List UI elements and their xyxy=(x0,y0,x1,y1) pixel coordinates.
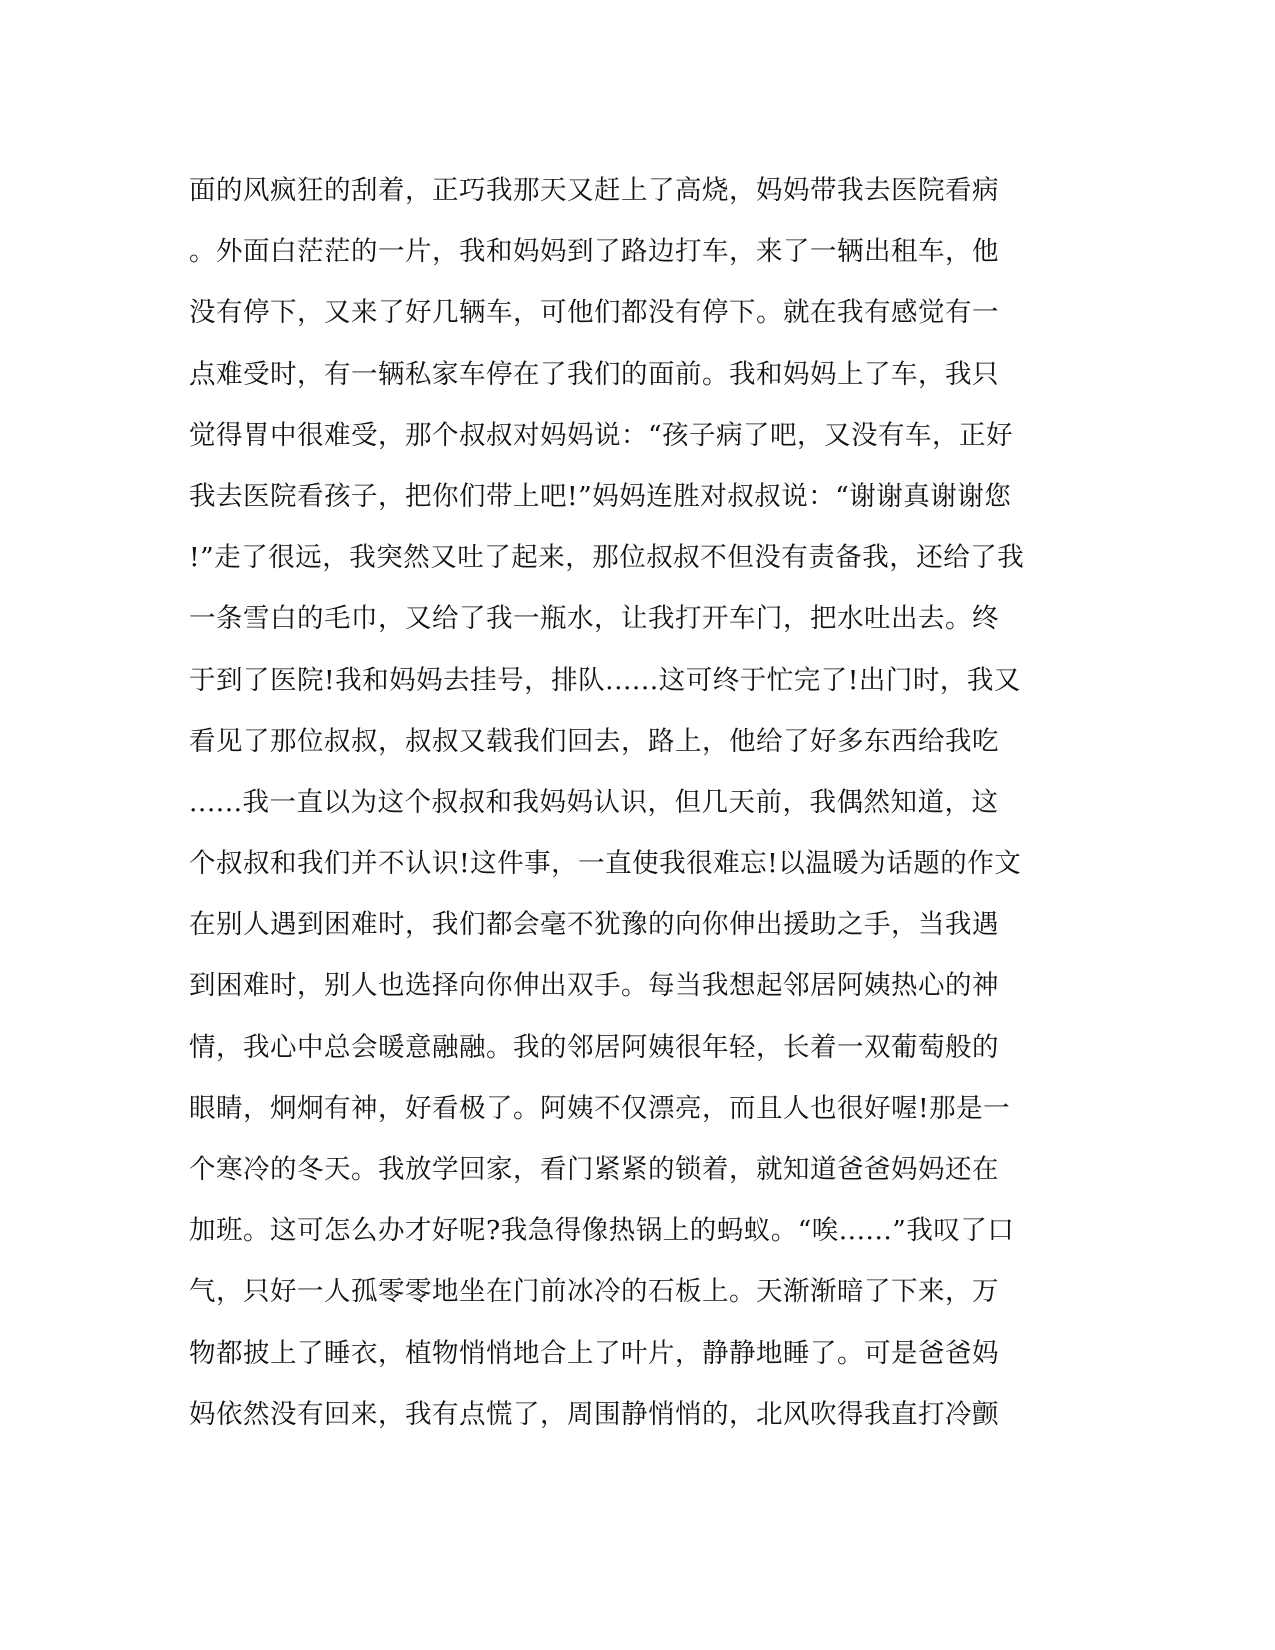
text-line: 加班。这可怎么办才好呢?我急得像热锅上的蚂蚁。“唉......”我叹了口 xyxy=(189,1215,1015,1247)
text-line: 妈依然没有回来，我有点慌了，周围静悄悄的，北风吹得我直打冷颤 xyxy=(189,1398,999,1430)
text-line: ......我一直以为这个叔叔和我妈妈认识，但几天前，我偶然知道，这 xyxy=(189,786,999,818)
text-line: 。外面白茫茫的一片，我和妈妈到了路边打车，来了一辆出租车，他 xyxy=(189,236,999,268)
text-line: 情，我心中总会暖意融融。我的邻居阿姨很年轻，长着一双葡萄般的 xyxy=(189,1031,999,1063)
text-line: 气，只好一人孤零零地坐在门前冰冷的石板上。天渐渐暗了下来，万 xyxy=(189,1276,999,1308)
text-line: 个叔叔和我们并不认识!这件事，一直使我很难忘!以温暖为话题的作文 xyxy=(189,848,1022,880)
text-line: 个寒冷的冬天。我放学回家，看门紧紧的锁着，就知道爸爸妈妈还在 xyxy=(189,1154,999,1185)
text-line: 我去医院看孩子，把你们带上吧!”妈妈连胜对叔叔说：“谢谢真谢谢您 xyxy=(189,480,1012,512)
text-line: 眼睛，炯炯有神，好看极了。阿姨不仅漂亮，而且人也很好喔!那是一 xyxy=(189,1092,1011,1124)
text-line: 到困难时，别人也选择向你伸出双手。每当我想起邻居阿姨热心的神 xyxy=(189,970,999,1002)
text-line: 点难受时，有一辆私家车停在了我们的面前。我和妈妈上了车，我只 xyxy=(189,358,999,390)
text-line: 物都披上了睡衣，植物悄悄地合上了叶片，静静地睡了。可是爸爸妈 xyxy=(189,1337,999,1369)
text-line: 一条雪白的毛巾，又给了我一瓶水，让我打开车门，把水吐出去。终 xyxy=(189,603,999,635)
body-text xyxy=(189,160,1089,1445)
text-line: 觉得胃中很难受，那个叔叔对妈妈说：“孩子病了吧，又没有车，正好 xyxy=(189,419,1014,451)
text-line: 看见了那位叔叔，叔叔又载我们回去，路上，他给了好多东西给我吃 xyxy=(189,725,999,757)
text-line: 在别人遇到困难时，我们都会毫不犹豫的向你伸出援助之手，当我遇 xyxy=(189,909,999,941)
text-line: 于到了医院!我和妈妈去挂号，排队......这可终于忙完了!出门时，我又 xyxy=(189,664,1021,696)
text-line: !”走了很远，我突然又吐了起来，那位叔叔不但没有责备我，还给了我 xyxy=(189,542,1025,574)
text-line: 面的风疯狂的刮着，正巧我那天又赶上了高烧，妈妈带我去医院看病 xyxy=(189,175,999,206)
text-line: 没有停下，又来了好几辆车，可他们都没有停下。就在我有感觉有一 xyxy=(189,297,999,329)
